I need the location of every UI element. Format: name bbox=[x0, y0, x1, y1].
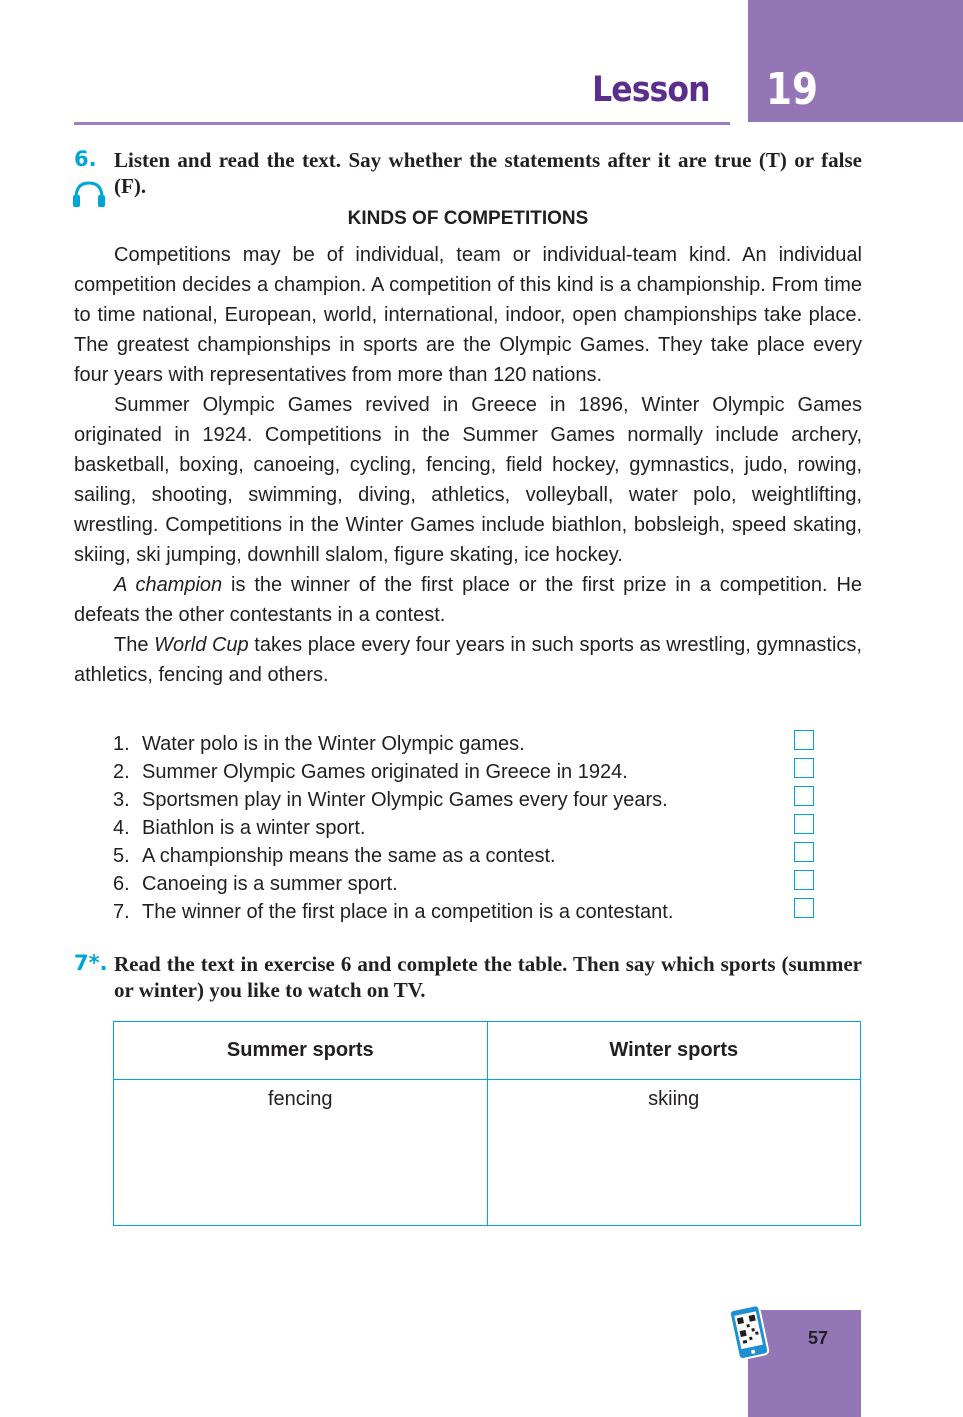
answer-box[interactable] bbox=[794, 870, 814, 890]
paragraph: The World Cup takes place every four years in such sports as wrestling, gymnastics, athletics, fencing and others. bbox=[74, 634, 862, 686]
table-header-row bbox=[114, 1022, 861, 1080]
lesson-header bbox=[74, 60, 730, 125]
sports-table bbox=[113, 1021, 861, 1226]
paragraph: Summer Olympic Games revived in Greece in 1896, Winter Olympic Games originated in 1924. Competitions in the Summer Games normally include archery, basketball, boxing, canoeing, cycling, fencing, field hockey, gymnastics, judo, rowing, sailing, shooting, swimming, diving, athletics, volleyball, water polo, weightlifting, wrestling. Competitions in the Winter Games include biathlon, bobsleigh, speed skating, skiing, ski jumping, downhill slalom, figure skating, ice hockey. bbox=[74, 394, 862, 566]
exercise-6-number: 6. bbox=[74, 147, 97, 171]
statement-item: 2. Summer Olympic Games originated in Greece in 1924. bbox=[113, 761, 628, 783]
statement-item: 4. Biathlon is a winter sport. bbox=[113, 817, 366, 839]
table-row bbox=[114, 1080, 861, 1226]
page-number: 57 bbox=[808, 1328, 829, 1348]
answer-box[interactable] bbox=[794, 898, 814, 918]
statement-item: 6. Canoeing is a summer sport. bbox=[113, 873, 398, 895]
reading-title: KINDS OF COMPETITIONS bbox=[347, 208, 589, 229]
statement-item: 1. Water polo is in the Winter Olympic games. bbox=[113, 733, 525, 755]
answer-box[interactable] bbox=[794, 758, 814, 778]
paragraph: Competitions may be of individual, team or individual-team kind. An individual competition decides a champion. A competition of this kind is a championship. From time to time national, European, world, international, indoor, open championships take place. The greatest championships in sports are the Olympic Games. They take place every four years with representatives from more than 120 nations. bbox=[74, 244, 862, 386]
table-header: Winter sports bbox=[487, 1022, 861, 1080]
answer-box[interactable] bbox=[794, 730, 814, 750]
lesson-tab bbox=[748, 0, 963, 122]
qr-phone-icon[interactable] bbox=[728, 1303, 772, 1361]
answer-box[interactable] bbox=[794, 814, 814, 834]
table-cell[interactable]: fencing bbox=[114, 1080, 488, 1226]
paragraph: A champion is the winner of the first place or the first prize in a competition. He defeats the other contestants in a contest. bbox=[74, 574, 863, 626]
table-cell[interactable]: skiing bbox=[487, 1080, 861, 1226]
table-header: Summer sports bbox=[114, 1022, 488, 1080]
statement-item: 5. A championship means the same as a contest. bbox=[113, 845, 556, 867]
lesson-number: 19 bbox=[766, 64, 819, 115]
exercise-6-instruction: Listen and read the text. Say whether the statements after it are true (T) or false (F). bbox=[114, 148, 862, 198]
statement-item: 3. Sportsmen play in Winter Olympic Games every four years. bbox=[113, 789, 668, 811]
answer-box[interactable] bbox=[794, 786, 814, 806]
headphones-icon bbox=[72, 180, 106, 208]
exercise-7-number: 7*. bbox=[74, 951, 108, 975]
exercise-7-instruction: Read the text in exercise 6 and complete the table. Then say which sports (summer or winter) you like to watch on TV. bbox=[114, 952, 862, 1002]
reading-text bbox=[74, 240, 862, 690]
statement-item: 7. The winner of the first place in a competition is a contestant. bbox=[113, 901, 674, 923]
statements-list bbox=[113, 730, 813, 926]
answer-box[interactable] bbox=[794, 842, 814, 862]
lesson-title: Lesson bbox=[592, 70, 710, 110]
